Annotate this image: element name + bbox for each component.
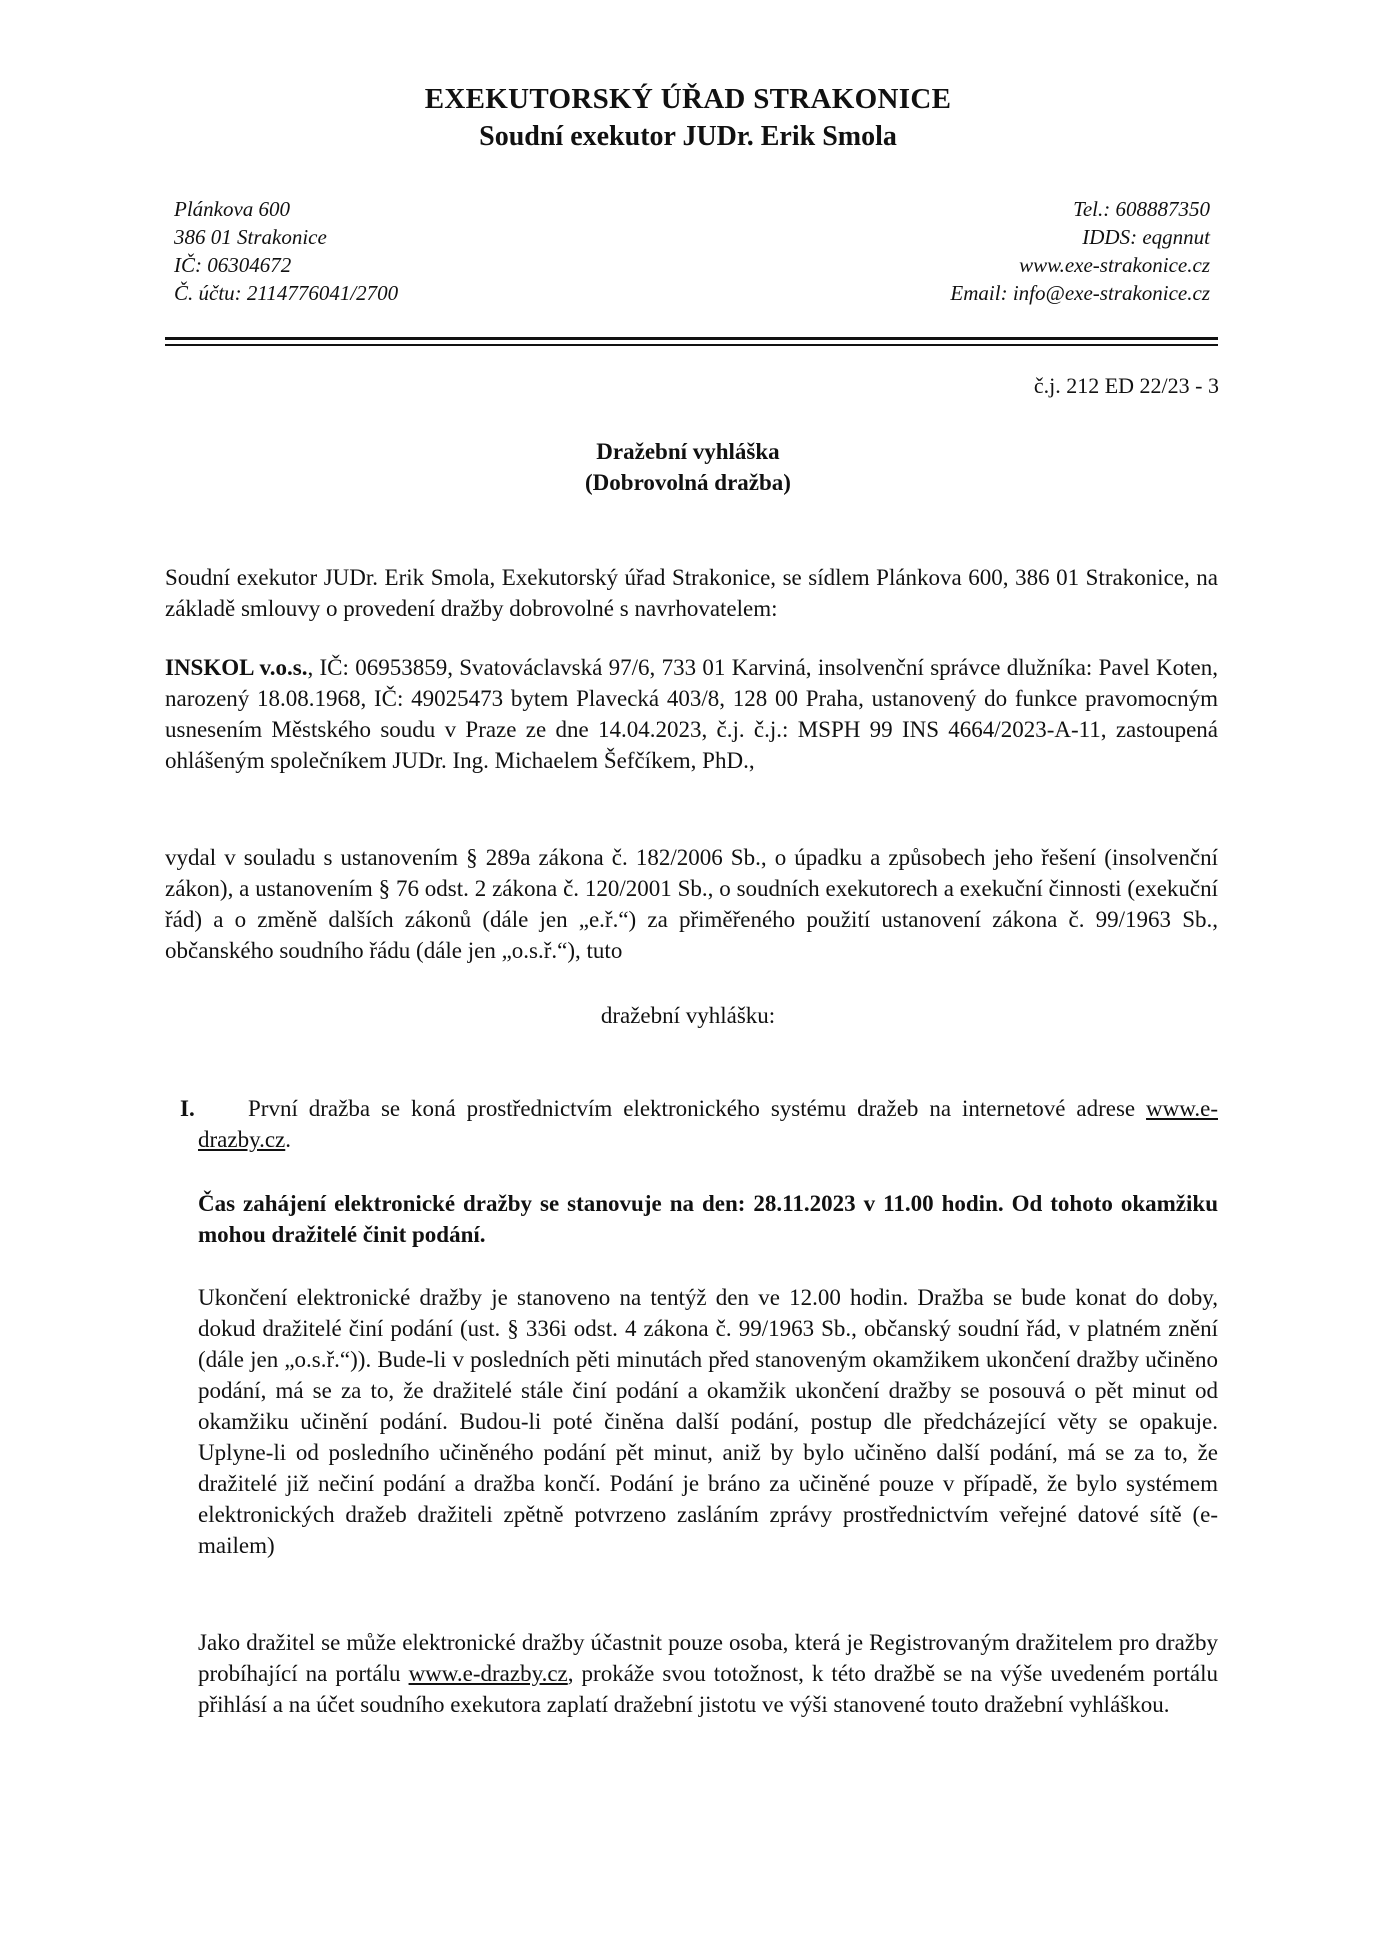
auction-end-text: Ukončení elektronické dražby je stanoveno na tentýž den ve 12.00 hodin. Dražba se bude konat do doby, dokud dražitelé činí podání (ust. § 336i odst. 4 zákona č. 99/1963 Sb., občanský soudní řád, v platném znění (dále jen „o.s.ř.“)). Bude-li v posledních pěti minutách před stanoveným okamžikem ukončení dražby učiněno podání, má se za to, že dražitelé stále činí podání a okamžik ukončení dražby se posouvá o pět minut od okamžiku učinění podání. Budou-li poté činěna další podání, postup dle předcházející věty se opakuje. Uplyne-li od posledního učiněného podání pět minut, aniž by bylo učiněno další podání, má se za to, že dražitelé již nečiní podání a dražba končí. Podání je bráno za učiněné pouze v případě, že bylo systémem elektronických dražeb dražiteli zpětně potvrzeno zasláním zprávy prostřednictvím veřejné datové sítě (e-mailem) <box>198 1285 1218 1558</box>
office-title: EXEKUTORSKÝ ÚŘAD STRAKONICE <box>424 83 952 115</box>
address-line: Plánkova 600 <box>174 197 291 221</box>
auction-start-paragraph <box>198 1188 1218 1250</box>
office-subtitle: Soudní exekutor JUDr. Erik Smola <box>479 121 897 152</box>
proposer-paragraph <box>165 652 1218 776</box>
section-intro-trail: . <box>285 1127 291 1152</box>
section-number: I. <box>180 1096 195 1121</box>
phone-line: Tel.: 608887350 <box>1073 197 1210 221</box>
case-reference: č.j. 212 ED 22/23 - 3 <box>1033 373 1219 398</box>
participation-trail: , prokáže svou totožnost, k této dražbě se na výše uvedeném portálu přihlásí a na účet soudního exekutora zaplatí dražební jistotu ve výši stanovené touto dražební vyhláškou. <box>198 1661 1219 1717</box>
proposer-details: , IČ: 06953859, Svatováclavská 97/6, 733 01 Karviná, insolvenční správce dlužníka: Pavel Koten, narozený 18.08.1968, IČ: 49025473 bytem Plavecká 403/8, 128 00 Praha, ustanovený do funkce pravomocným usnesením Městského soudu v Praze ze dne 14.04.2023, č.j. č.j.: MSPH 99 INS 4664/2023-A-11, zastoupená ohlášeným společníkem JUDr. Ing. Michaelem Šefčíkem, PhD., <box>165 655 1218 773</box>
header-divider-bottom <box>165 344 1218 346</box>
legal-basis-text: vydal v souladu s ustanovením § 289a zákona č. 182/2006 Sb., o úpadku a způsobech jeho řešení (insolvenční zákon), a ustanovením § 76 odst. 2 zákona č. 120/2001 Sb., o soudních exekutorech a exekuční činnosti (exekuční řád) a o změně dalších zákonů (dále jen „e.ř.“) za přiměřeného použití ustanovení zákona č. 99/1963 Sb., občanského soudního řádu (dále jen „o.s.ř.“), tuto <box>165 845 1218 963</box>
auction-end-paragraph <box>198 1282 1218 1561</box>
section-intro-text <box>198 1093 1218 1155</box>
website-line: www.exe-strakonice.cz <box>1019 253 1210 277</box>
office-address-block <box>174 195 398 307</box>
header-divider-top <box>165 337 1218 340</box>
bank-account-line: Č. účtu: 2114776041/2700 <box>174 281 399 305</box>
document-title <box>0 436 1376 498</box>
legal-basis-paragraph <box>165 842 1218 966</box>
participation-text <box>198 1627 1218 1720</box>
document-title-line: Dražební vyhláška <box>596 439 780 464</box>
auction-start-text: Čas zahájení elektronické dražby se stanovuje na den: 28.11.2023 v 11.00 hodin. Od tohoto okamžiku mohou dražitelé činit podání. <box>198 1191 1218 1247</box>
email-line: Email: info@exe-strakonice.cz <box>950 281 1210 305</box>
participation-portal-link[interactable]: www.e-drazby.cz <box>408 1661 568 1686</box>
office-contact-block <box>950 195 1210 307</box>
company-id-line: IČ: 06304672 <box>174 253 292 277</box>
document-subtitle-line: (Dobrovolná dražba) <box>585 470 791 495</box>
intro-text: Soudní exekutor JUDr. Erik Smola, Exekutorský úřad Strakonice, se sídlem Plánkova 600, 386 01 Strakonice, na základě smlouvy o provedení dražby dobrovolné s navrhovatelem: <box>165 565 1218 621</box>
proposer-name: INSKOL v.o.s. <box>165 655 308 680</box>
participation-paragraph <box>198 1627 1218 1720</box>
section-intro-paragraph <box>198 1093 1218 1155</box>
issue-line: dražební vyhlášku: <box>600 1003 776 1028</box>
proposer-text <box>165 652 1218 776</box>
intro-paragraph <box>165 562 1218 624</box>
city-line: 386 01 Strakonice <box>174 225 327 249</box>
section-intro-lead: První dražba se koná prostřednictvím elektronického systému dražeb na internetové adrese <box>248 1096 1147 1121</box>
auction-portal-link[interactable]: www.e-drazby.cz <box>198 1096 1218 1152</box>
participation-lead: Jako dražitel se může elektronické dražby účastnit pouze osoba, která je Registrovaným dražitelem pro dražby probíhající na portálu <box>198 1630 1218 1686</box>
databox-line: IDDS: eqgnnut <box>1082 225 1210 249</box>
